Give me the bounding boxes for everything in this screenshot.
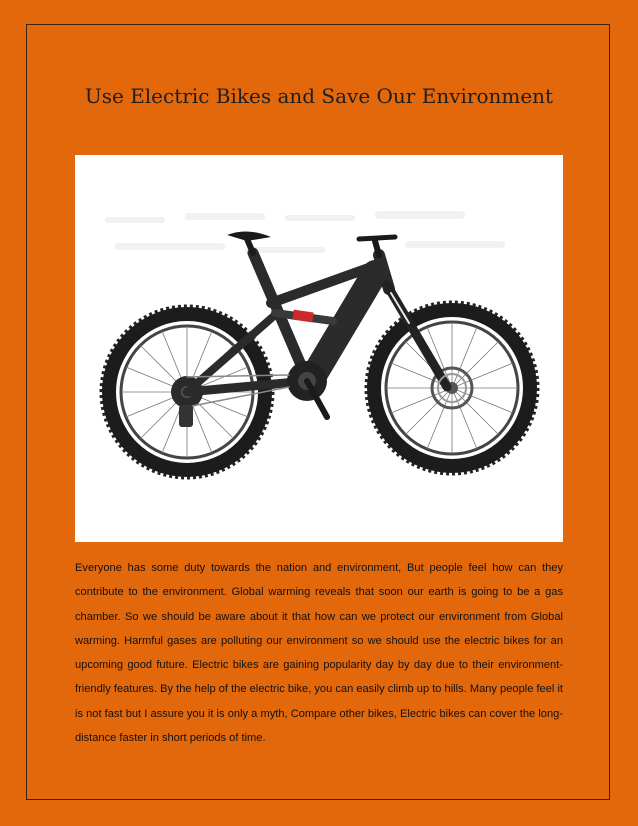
front-wheel — [366, 302, 538, 474]
body-paragraph: Everyone has some duty towards the nation and environment, But people feel how can they contribute to the environment. Global warming reveals that soon our earth is going to be a gas chamber. So we should be aware about it that how can we protect our environment from Global warming. Harmful gases are polluting our environment so we should use the electric bikes for an upcoming good future. Electric bikes are gaining popularity day by day due to their environment-friendly features. By the help of the electric bike, you can easily climb up to hills. Many people feel it is not fast but I assure you it is only a myth, Compare other bikes, Electric bikes can cover the long-distance faster in short periods of time. — [75, 562, 563, 745]
page-title: Use Electric Bikes and Save Our Environment — [84, 84, 554, 108]
electric-bike-illustration — [75, 155, 563, 542]
bike-photo — [75, 155, 563, 542]
